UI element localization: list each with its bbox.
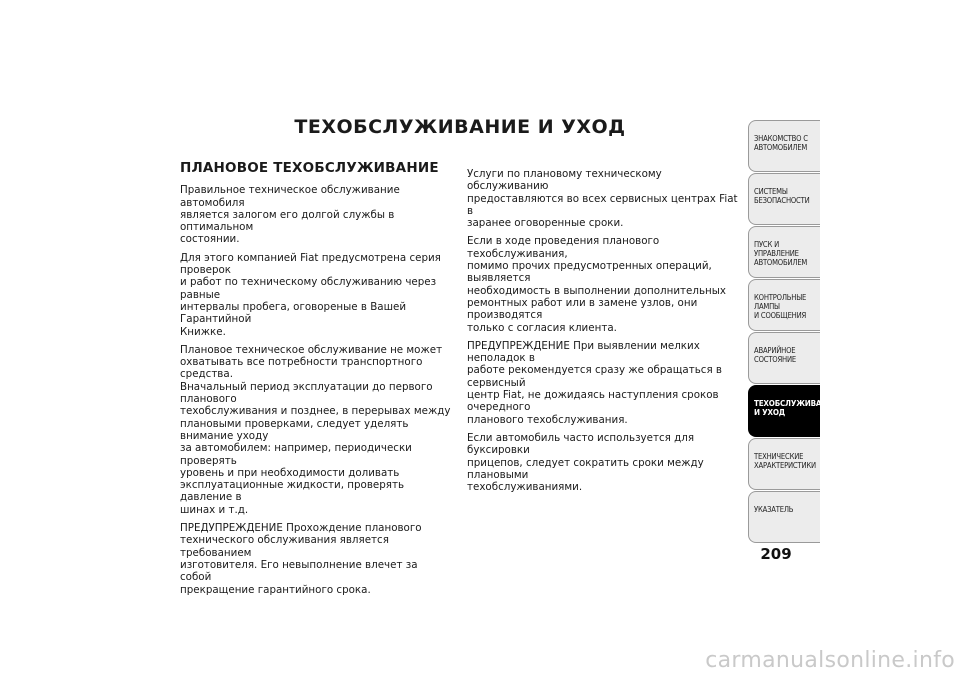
tab-index[interactable]: УКАЗАТЕЛЬ <box>748 491 820 543</box>
tab-emergency[interactable]: АВАРИЙНОЕ СОСТОЯНИЕ <box>748 332 820 384</box>
left-column <box>180 162 452 602</box>
right-paragraph-4: Если автомобиль часто используется для буксировки прицепов, следует сократить сроки между плановыми техобслуживаниями. <box>467 431 704 494</box>
tab-technical-specs[interactable]: ТЕХНИЧЕСКИЕ ХАРАКТЕРИСТИКИ <box>748 438 820 490</box>
left-paragraph-warning: ПРЕДУПРЕЖДЕНИЕ Прохождение планового технического обслуживания является требованием изготовителя. Его невыполнение влечет за собой прекращение гарантийного срока. <box>180 522 422 596</box>
chapter-tabs <box>748 120 838 544</box>
tab-introduction[interactable]: ЗНАКОМСТВО С АВТОМОБИЛЕМ <box>748 120 820 172</box>
tab-starting-driving[interactable]: ПУСК И УПРАВЛЕНИЕ АВТОМОБИЛЕМ <box>748 226 820 278</box>
section-heading: ПЛАНОВОЕ ТЕХОБСЛУЖИВАНИЕ <box>180 160 439 176</box>
page-number: 209 <box>760 545 792 563</box>
tab-maintenance[interactable]: ТЕХОБСЛУЖИВАНИЕ И УХОД <box>748 385 820 437</box>
right-paragraph-2: Если в ходе проведения планового техобслуживания, помимо прочих предусмотренных операций, выявляется необходимость в выполнении дополнительных ремонтных работ или в замене узлов, они производятся только с согласия клиента. <box>467 235 726 334</box>
tab-warning-lights[interactable]: КОНТРОЛЬНЫЕ ЛАМПЫ И СООБЩЕНИЯ <box>748 279 820 331</box>
right-paragraph-warning: ПРЕДУПРЕЖДЕНИЕ При выявлении мелких неполадок в работе рекомендуется сразу же обращаться в сервисный центр Fiat, не дожидаясь наступления сроков очередного планового техобслуживания. <box>467 339 723 426</box>
watermark: carmanualsonline.info <box>705 648 955 673</box>
left-paragraph-2: Для этого компанией Fiat предусмотрена серия проверок и работ по техническому обслуживанию через равные интервалы пробега, оговореные в Вашей Гарантийной Книжке. <box>180 251 441 338</box>
page-title: ТЕХОБСЛУЖИВАНИЕ И УХОД <box>294 116 626 138</box>
left-paragraph-1: Правильное техническое обслуживание автомобиля является залогом его долгой службы в оптимальном состоянии. <box>180 184 400 246</box>
right-paragraph-1: Услуги по плановому техническому обслуживанию предоставляются во всех сервисных центрах Fiat в заранее оговоренные сроки. <box>467 168 738 230</box>
right-column <box>467 168 741 499</box>
tab-safety[interactable]: СИСТЕМЫ БЕЗОПАСНОСТИ <box>748 173 820 225</box>
left-paragraph-3: Плановое техническое обслуживание не может охватывать все потребности транспортного средства. Вначальный период эксплуатации до первого планового техобслуживания и позднее, в перерывах между плановыми проверками, следует уделять внимание уходу за автомобилем: например, периодически проверять уровень и при необходимости доливать эксплуатационные жидкости, проверять давление в шинах и т.д. <box>180 343 451 516</box>
